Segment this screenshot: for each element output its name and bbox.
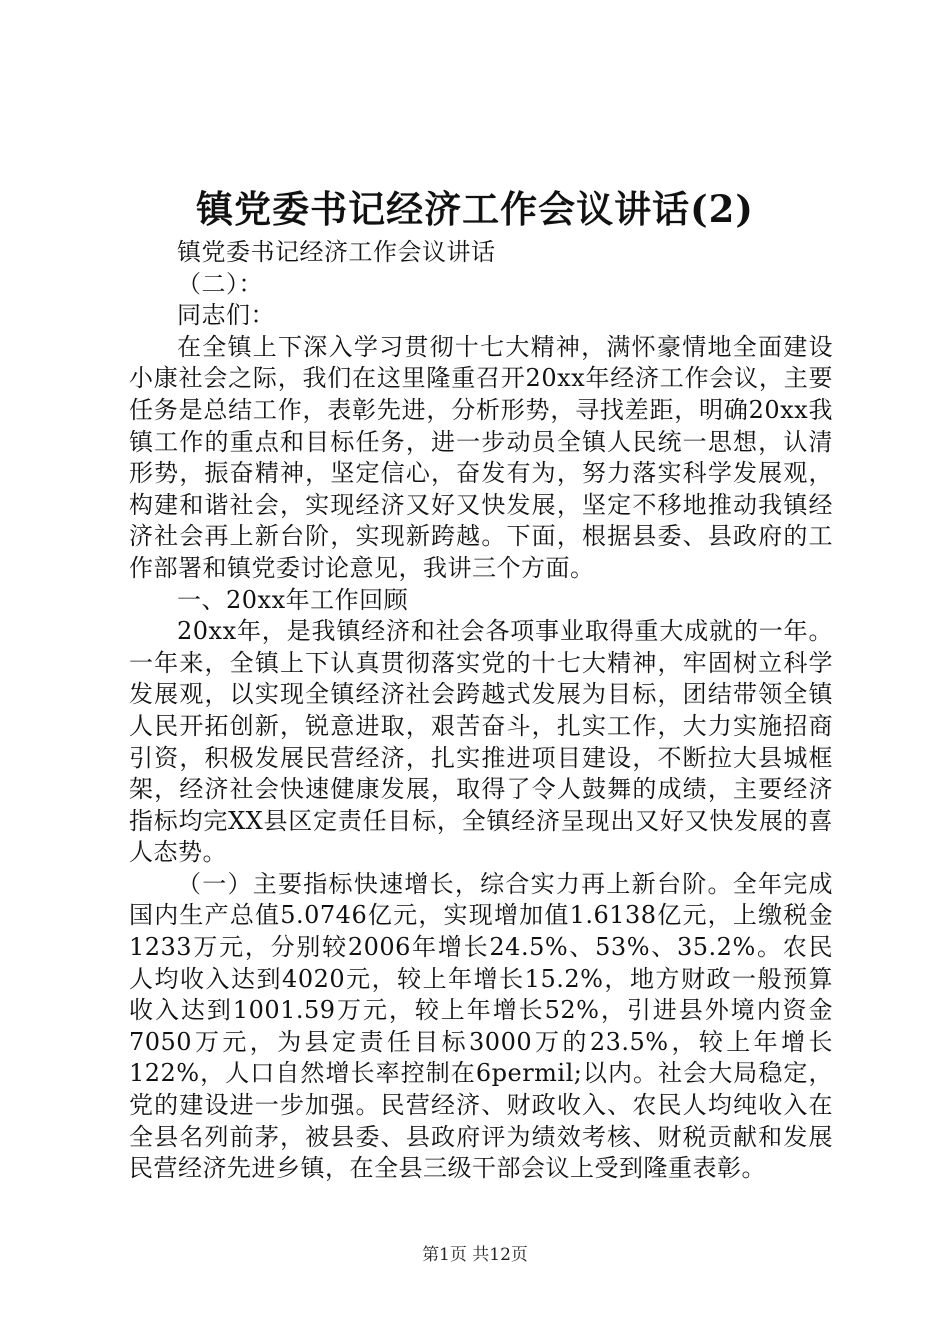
paragraph-part-number: （二）： <box>177 269 263 298</box>
paragraph-subtitle: 镇党委书记经济工作会议讲话 <box>177 238 496 266</box>
section-heading-review: 一、20xx年工作回顾 <box>177 585 409 614</box>
paragraph-intro: 在全镇上下深入学习贯彻十七大精神，满怀豪情地全面建设小康社会之际，我们在这里隆重召开20xx年经济工作会议，主要任务是总结工作，表彰先进，分析形势，寻找差距，明确20xx我镇工作的重点和目标任务，进一步动员全镇人民统一思想，认清形势，振奋精神，坚定信心，奋发有为，努力落实科学发展观，构建和谐社会，实现经济又好又快发展，坚定不移地推动我镇经济社会再上新台阶，实现新跨越。下面，根据县委、县政府的工作部署和镇党委讨论意见，我讲三个方面。 <box>129 332 833 582</box>
paragraph-salutation: 同志们： <box>177 301 275 330</box>
paragraph-key-indicators: （一）主要指标快速增长，综合实力再上新台阶。全年完成国内生产总值5.0746亿元，实现增加值1.6138亿元，上缴税金1233万元，分别较2006年增长24.5%、53%、35.2%。农民人均收入达到4020元，较上年增长15.2%，地方财政一般预算收入达到1001.59万元，较上年增长52%，引进县外境内资金7050万元，为县定责任目标3000万的23.5%，较上年增长122%，人口自然增长率控制在6permil;以内。社会大局稳定，党的建设进一步加强。民营经济、财政收入、农民人均纯收入在全县名列前茅，被县委、县政府评为绩效考核、财税贡献和发展民营经济先进乡镇，在全县三级干部会议上受到隆重表彰。 <box>129 869 833 1183</box>
page-footer: 第1页 共12页 <box>422 1245 528 1265</box>
document-body <box>129 237 833 1185</box>
document-title: 镇党委书记经济工作会议讲话(2) <box>196 187 754 231</box>
paragraph-year-summary: 20xx年，是我镇经济和社会各项事业取得重大成就的一年。一年来，全镇上下认真贯彻落实党的十七大精神，牢固树立科学发展观，以实现全镇经济社会跨越式发展为目标，团结带领全镇人民开拓创新，锐意进取，艰苦奋斗，扎实工作，大力实施招商引资，积极发展民营经济，扎实推进项目建设，不断拉大县城框架，经济社会快速健康发展，取得了令人鼓舞的成绩，主要经济指标均完XX县区定责任目标，全镇经济呈现出又好又快发展的喜人态势。 <box>129 617 833 867</box>
